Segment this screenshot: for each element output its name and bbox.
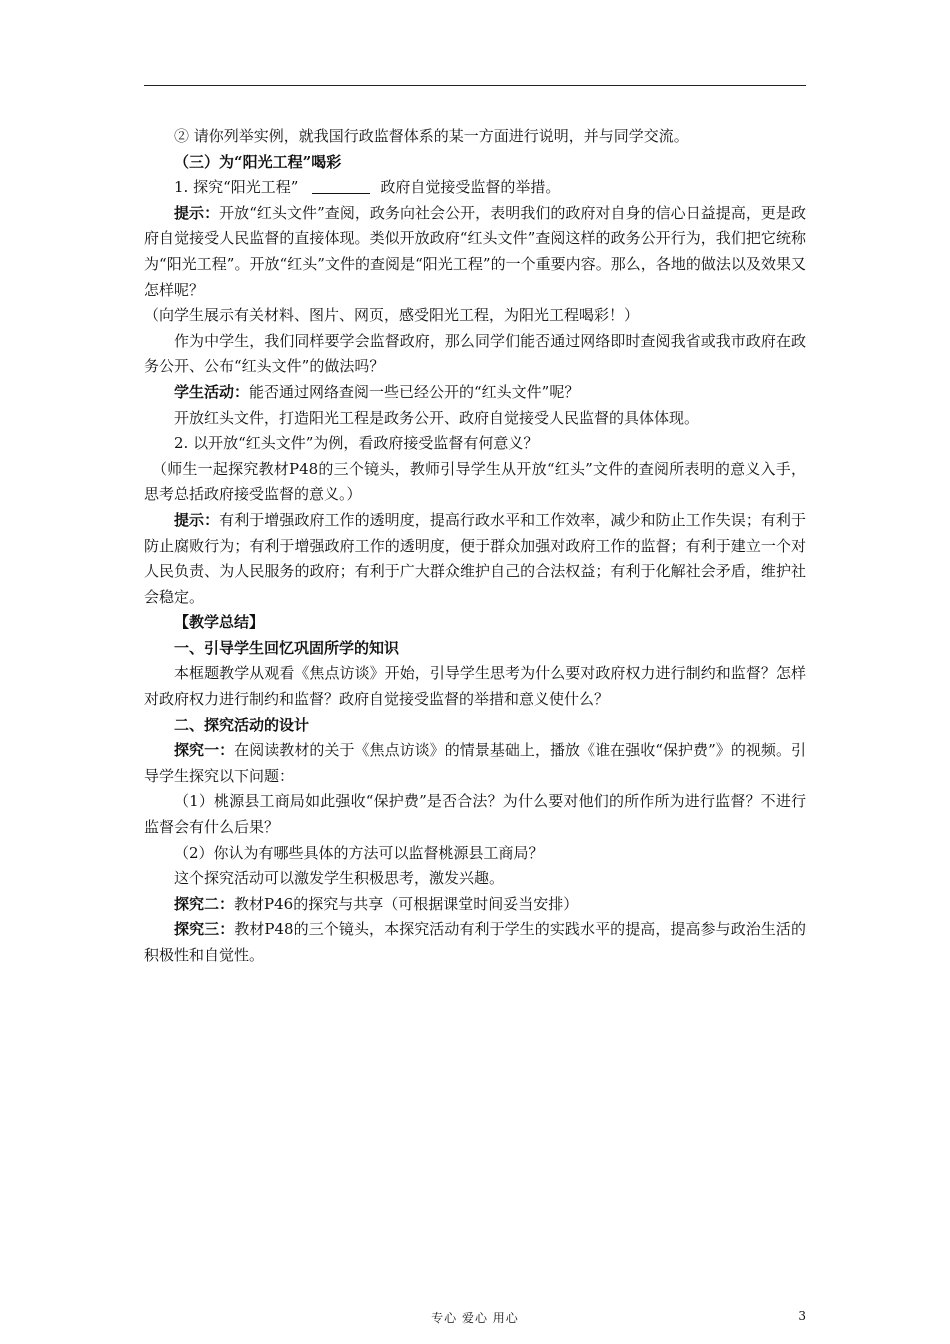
paragraph [144, 175, 806, 201]
page-number: 3 [798, 1309, 806, 1323]
header-rule [144, 85, 806, 86]
paragraph [144, 124, 806, 150]
text-run: 本框题教学从观看《焦点访谈》开始，引导学生思考为什么要对政府权力进行制约和监督？怎样对政府权力进行制约和监督？政府自觉接受监督的举措和意义使什么？ [144, 664, 806, 709]
text-run: 教材P46的探究与共享（可根据课堂时间妥当安排） [234, 894, 579, 913]
bold-text: 探究三： [174, 920, 235, 939]
text-run: （师生一起探究教材P48的三个镜头，教师引导学生从开放“红头”文件的查阅所表明的意义入手，思考总括政府接受监督的意义。） [144, 459, 806, 504]
paragraph [144, 329, 806, 380]
paragraph [144, 201, 806, 303]
text-run: 政府自觉接受监督的举措。 [380, 178, 561, 197]
text-run: （向学生展示有关材料、图片、网页，感受阳光工程，为阳光工程喝彩！） [144, 306, 640, 325]
text-run: 开放红头文件，打造阳光工程是政务公开、政府自觉接受人民监督的具体体现。 [174, 408, 700, 427]
text-run: ② 请你列举实例，就我国行政监督体系的某一方面进行说明，并与同学交流。 [174, 127, 689, 145]
paragraph [144, 150, 806, 176]
text-run: 开放“红头文件”查阅，政务向社会公开，表明我们的政府对自身的信心日益提高，更是政府自觉接受人民监督的直接体现。类似开放政府“红头文件”查阅这样的政务公开行为，我们把它统称为“阳光工程”。开放“红头”文件的查阅是“阳光工程”的一个重要内容。那么，各地的做法以及效果又怎样呢？ [144, 203, 806, 299]
text-run: 能否通过网络查阅一些已经公开的“红头文件”呢？ [249, 382, 580, 401]
document-body [144, 124, 806, 969]
bold-text: 学生活动： [174, 382, 250, 401]
text-run: 2. 以开放“红头文件”为例，看政府接受监督有何意义？ [174, 434, 539, 453]
bold-text: 探究一： [174, 741, 235, 760]
text-run: 这个探究活动可以激发学生积极思考，激发兴趣。 [174, 869, 505, 888]
bold-text: 提示： [174, 203, 220, 222]
text-run: 在阅读教材的关于《焦点访谈》的情景基础上，播放《谁在强收“保护费”》的视频。引导学生探究以下问题： [144, 741, 806, 785]
paragraph [144, 636, 806, 662]
bold-text: 【教学总结】 [174, 613, 265, 632]
paragraph [144, 380, 806, 406]
paragraph [144, 431, 806, 457]
paragraph [144, 661, 806, 712]
text-run: 教材P48的三个镜头，本探究活动有利于学生的实践水平的提高，提高参与政治生活的积极性和自觉性。 [144, 920, 806, 964]
paragraph [144, 841, 806, 867]
paragraph [144, 866, 806, 892]
paragraph [144, 892, 806, 918]
fill-in-blank [312, 179, 370, 194]
footer-motto: 专心 爱心 用心 [431, 1311, 519, 1325]
bold-text: 提示： [174, 510, 220, 529]
paragraph [144, 457, 806, 508]
text-run: 有利于增强政府工作的透明度，提高行政水平和工作效率，减少和防止工作失误；有利于防止腐败行为；有利于增强政府工作的透明度，便于群众加强对政府工作的监督；有利于建立一个对人民负责、为人民服务的政府；有利于广大群众维护自己的合法权益；有利于化解社会矛盾，维护社会稳定。 [144, 510, 806, 606]
bold-text: 二、探究活动的设计 [174, 715, 310, 734]
text-run: （2）你认为有哪些具体的方法可以监督桃源县工商局？ [174, 843, 544, 862]
bold-text: 一、引导学生回忆巩固所学的知识 [174, 638, 400, 657]
paragraph [144, 508, 806, 610]
paragraph [144, 738, 806, 789]
bold-text: （三）为“阳光工程”喝彩 [174, 152, 342, 171]
paragraph [144, 303, 806, 329]
paragraph [144, 610, 806, 636]
paragraph [144, 917, 806, 968]
paragraph [144, 406, 806, 432]
paragraph [144, 789, 806, 840]
text-run: 作为中学生，我们同样要学会监督政府，那么同学们能否通过网络即时查阅我省或我市政府在政务公开、公布“红头文件”的做法吗？ [144, 331, 806, 376]
bold-text: 探究二： [174, 894, 235, 913]
text-run: 1. 探究“阳光工程” [174, 178, 299, 197]
paragraph [144, 713, 806, 739]
text-run: （1）桃源县工商局如此强收“保护费”是否合法？为什么要对他们的所作所为进行监督？不进行监督会有什么后果？ [144, 792, 806, 837]
